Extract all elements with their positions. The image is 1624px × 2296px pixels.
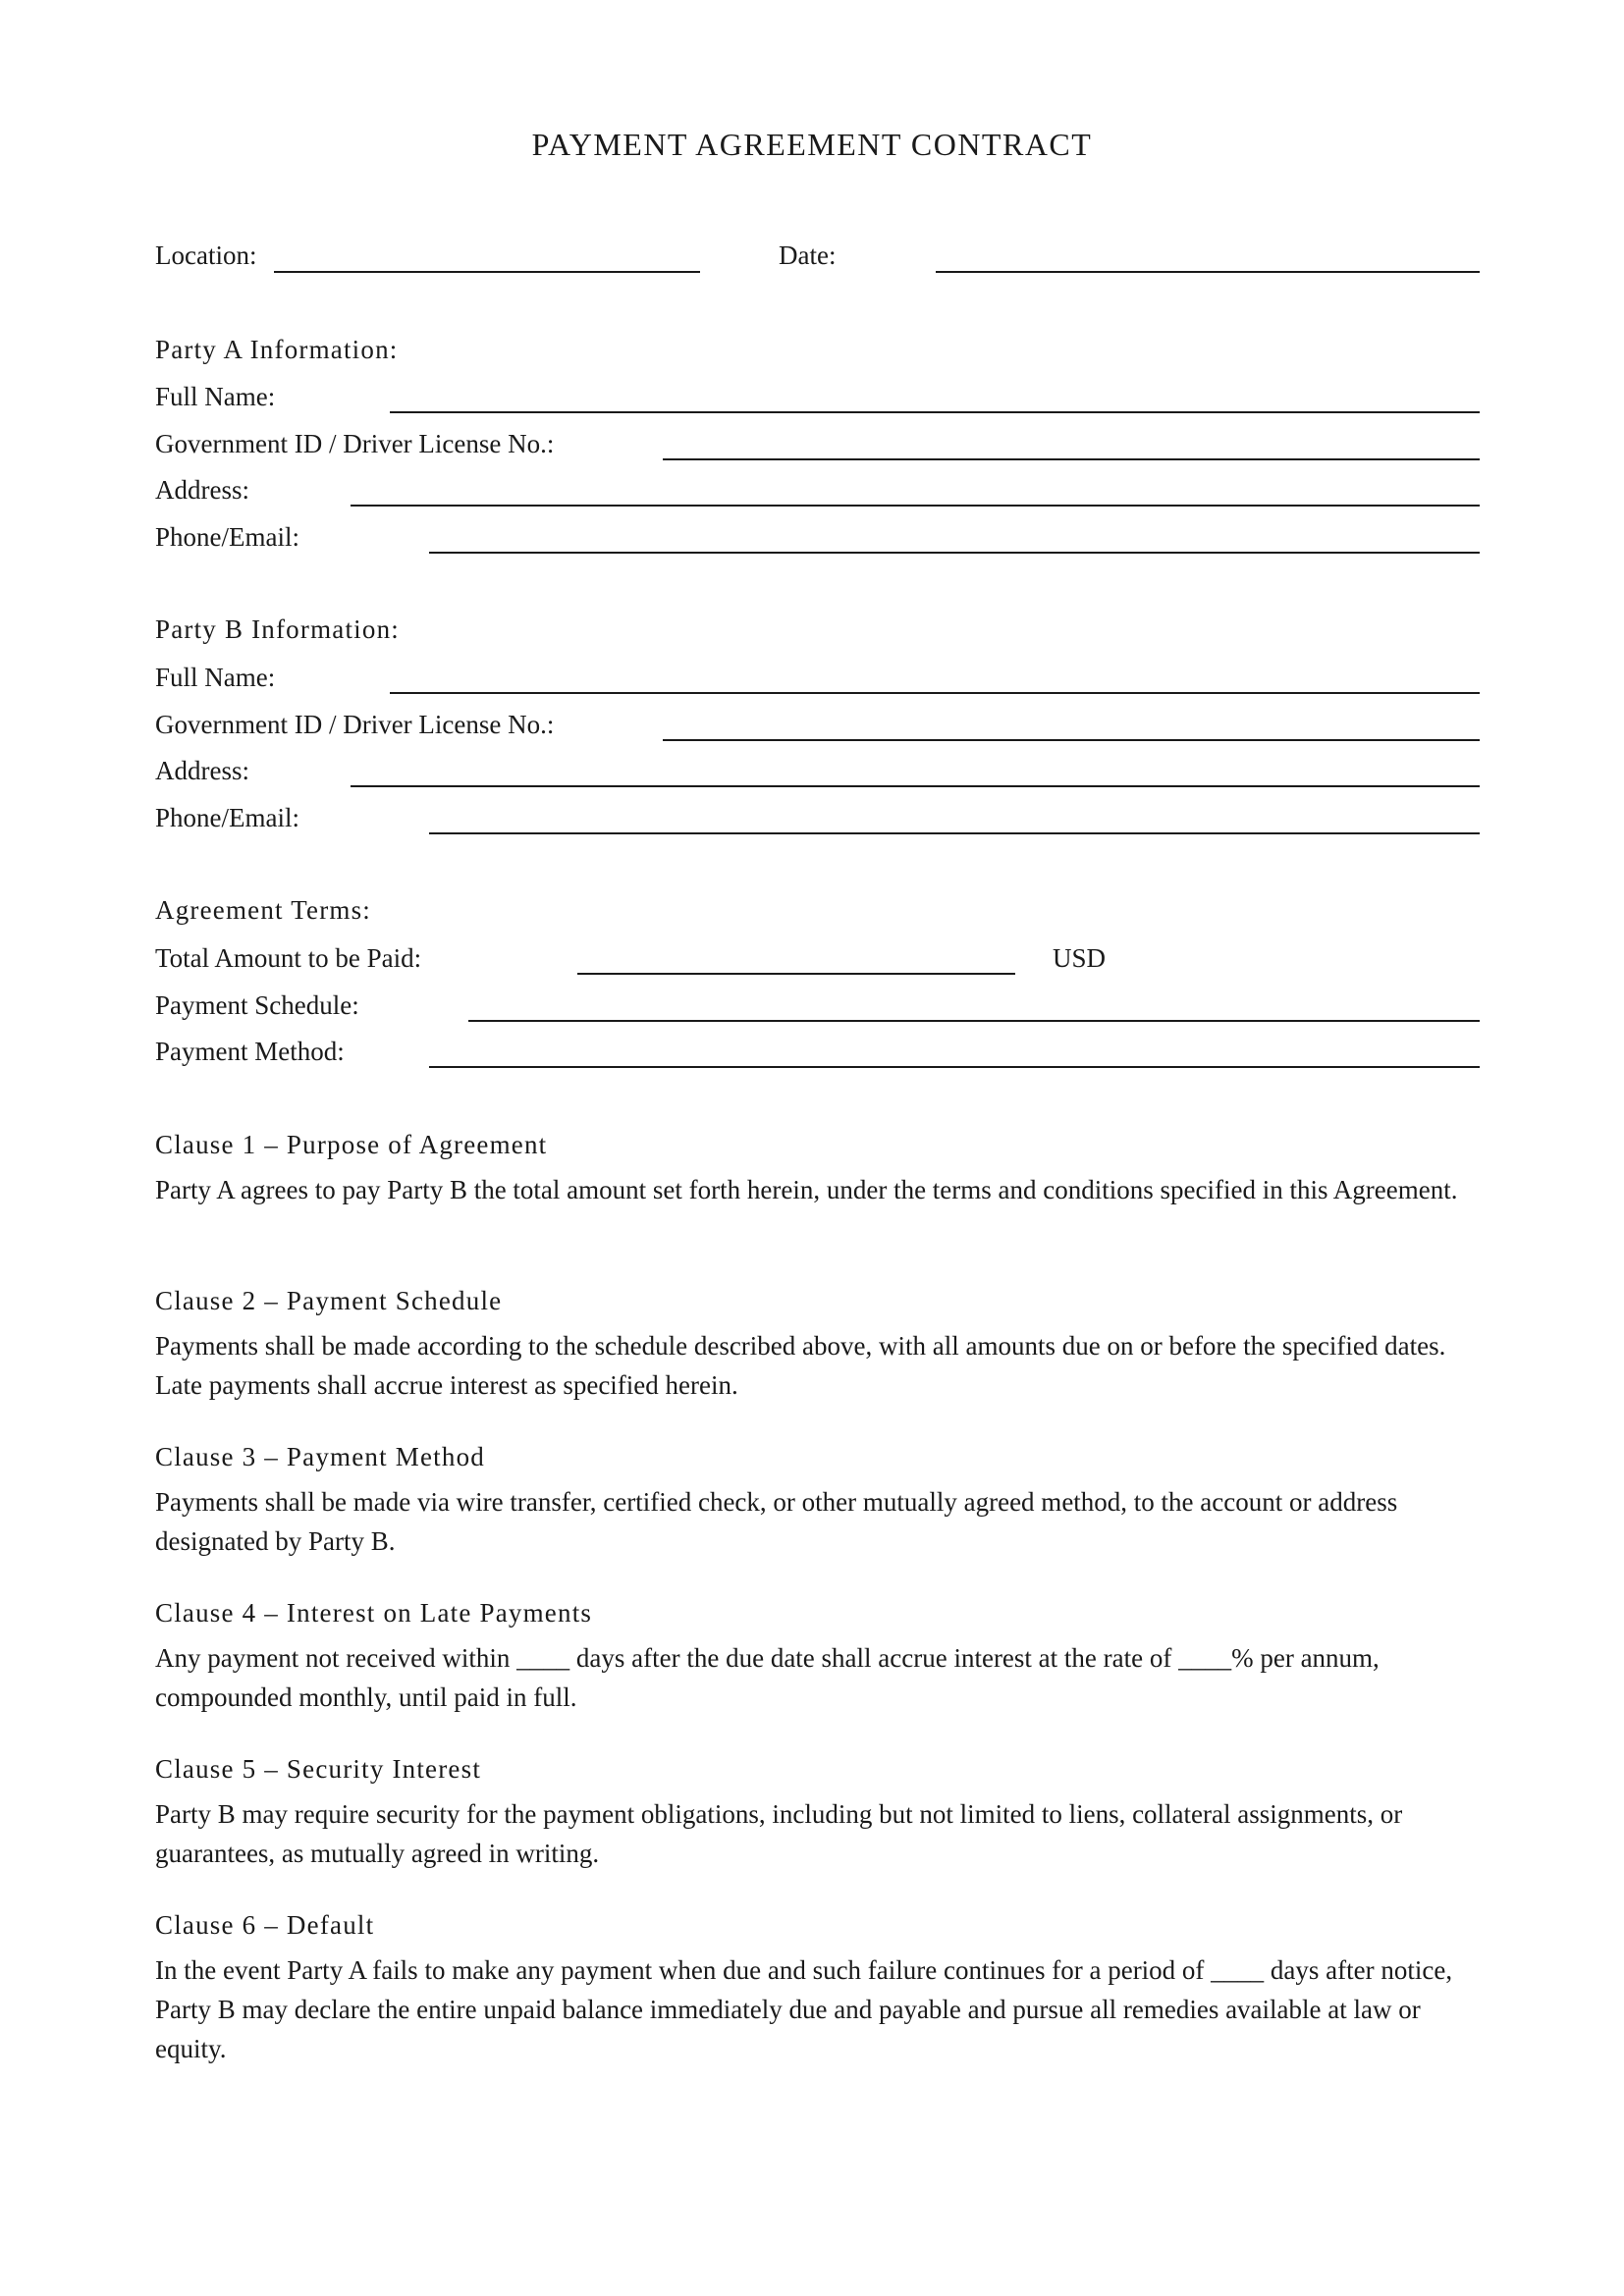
document-title: PAYMENT AGREEMENT CONTRACT (531, 127, 1093, 162)
party-b-full-name-field[interactable] (390, 692, 1480, 694)
payment-method-label: Payment Method: (155, 1037, 345, 1066)
location-field[interactable] (274, 271, 700, 273)
party-b-gov-id-field[interactable] (663, 739, 1480, 741)
party-a-contact-label: Phone/Email: (155, 522, 299, 552)
total-amount-field[interactable] (577, 973, 1015, 975)
party-a-full-name-field[interactable] (390, 411, 1480, 413)
clause-body: In the event Party A fails to make any payment when due and such failure continues for a period of ____ days after notice, Party B may declare the entire unpaid balance immediately due and payable and pursue all remedies available at law or equity. (155, 1955, 1453, 2063)
party-a-contact-field[interactable] (429, 552, 1480, 554)
clause-body: Payments shall be made according to the schedule described above, with all amounts due on or before the specified dates. Late payments shall accrue interest as specified herein. (155, 1331, 1446, 1400)
party-a-full-name-label: Full Name: (155, 382, 276, 411)
party-b-address-label: Address: (155, 756, 249, 785)
terms-heading: Agreement Terms: (155, 895, 371, 925)
clause-title: Clause 5 – Security Interest (155, 1754, 482, 1784)
currency-label: USD (1053, 943, 1107, 973)
clause-title: Clause 4 – Interest on Late Payments (155, 1598, 593, 1628)
clause-title: Clause 2 – Payment Schedule (155, 1286, 503, 1315)
clause-body: Payments shall be made via wire transfer, certified check, or other mutually agreed method, to the account or address designated by Party B. (155, 1487, 1398, 1556)
clause-title: Clause 6 – Default (155, 1910, 375, 1940)
total-amount-label: Total Amount to be Paid: (155, 943, 422, 973)
party-b-heading: Party B Information: (155, 614, 400, 644)
party-a-heading: Party A Information: (155, 335, 399, 364)
party-b-contact-label: Phone/Email: (155, 803, 299, 832)
party-b-gov-id-label: Government ID / Driver License No.: (155, 710, 555, 739)
date-field[interactable] (936, 271, 1480, 273)
clause-title: Clause 1 – Purpose of Agreement (155, 1130, 548, 1159)
party-a-gov-id-label: Government ID / Driver License No.: (155, 429, 555, 458)
location-label: Location: (155, 240, 257, 270)
party-a-gov-id-field[interactable] (663, 458, 1480, 460)
clause-title: Clause 3 – Payment Method (155, 1442, 485, 1471)
party-b-address-field[interactable] (351, 785, 1480, 787)
party-a-address-label: Address: (155, 475, 249, 505)
payment-method-field[interactable] (429, 1066, 1480, 1068)
party-b-full-name-label: Full Name: (155, 663, 276, 692)
clause-body: Any payment not received within ____ days after the due date shall accrue interest at the rate of ____% per annum, compounded monthly, until paid in full. (155, 1643, 1380, 1712)
party-a-address-field[interactable] (351, 505, 1480, 507)
party-b-contact-field[interactable] (429, 832, 1480, 834)
payment-schedule-label: Payment Schedule: (155, 990, 359, 1020)
date-label: Date: (779, 240, 837, 270)
clause-body: Party A agrees to pay Party B the total amount set forth herein, under the terms and conditions specified in this Agreement. (155, 1175, 1458, 1204)
payment-schedule-field[interactable] (468, 1020, 1480, 1022)
clause-body: Party B may require security for the payment obligations, including but not limited to liens, collateral assignments, or guarantees, as mutually agreed in writing. (155, 1799, 1403, 1868)
